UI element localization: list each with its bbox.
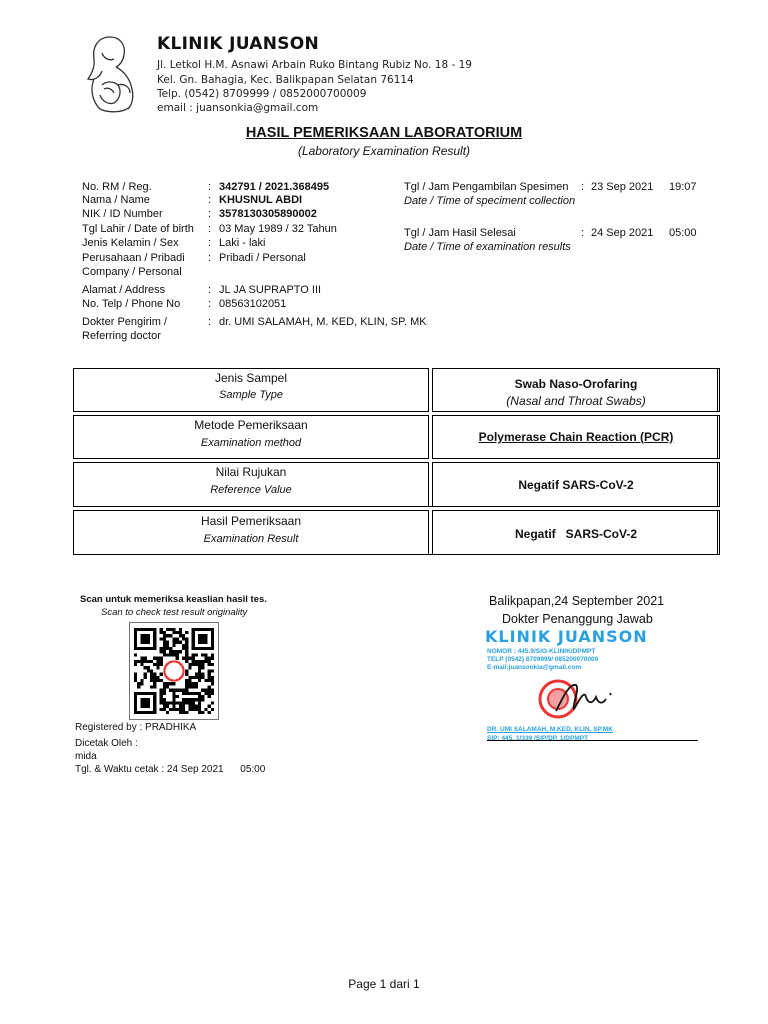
address-label: Alamat / Address <box>82 284 166 296</box>
signature-place-date: Balikpapan,24 September 2021 <box>489 594 665 608</box>
finish-time: 05:00 <box>669 227 697 239</box>
colon: : <box>208 208 212 220</box>
sex-label: Jenis Kelamin / Sex <box>82 237 179 249</box>
sample-type-value-en: (Nasal and Throat Swabs) <box>506 394 646 408</box>
exam-result-value: Negatif SARS-CoV-2 <box>514 527 637 541</box>
result-row-reference <box>73 462 718 507</box>
nik-value: 3578130305890002 <box>219 208 317 220</box>
colon: : <box>208 298 212 310</box>
sample-type-label: Jenis Sampel <box>214 371 288 385</box>
print-time: Tgl. & Waktu cetak : 24 Sep 2021 05:00 <box>75 764 266 775</box>
verification-qr-code[interactable] <box>129 622 219 720</box>
result-row-method <box>73 415 718 459</box>
collection-time-label: Tgl / Jam Pengambilan Spesimen <box>404 181 569 193</box>
method-label: Metode Pemeriksaan <box>194 418 308 432</box>
qr-code-icon <box>134 627 214 715</box>
colon: : <box>208 252 212 264</box>
reference-value: Negatif SARS-CoV-2 <box>518 478 634 492</box>
reference-label: Nilai Rujukan <box>215 465 287 479</box>
address-value: JL JA SUPRAPTO III <box>219 284 322 296</box>
doctor-signature-icon <box>536 675 636 725</box>
rm-value: 342791 / 2021.368495 <box>219 181 330 193</box>
stamp-doctor-license: SIP: 445. 1/339 /SIP/DP, 1/DPMPT <box>487 735 589 742</box>
doctor-value: dr. UMI SALAMAH, M. KED, KLIN, SP. MK <box>219 316 427 328</box>
method-value: Polymerase Chain Reaction (PCR) <box>478 430 674 444</box>
finish-date: 24 Sep 2021 <box>591 227 654 239</box>
stamp-doctor-name: DR. UMI SALAMAH, M.KED, KLIN, SP.MK <box>487 726 613 733</box>
phone-label: No. Telp / Phone No <box>82 298 181 310</box>
result-label-cell <box>74 416 429 458</box>
sample-type-value: Swab Naso-Orofaring <box>514 377 638 391</box>
phone-value: 08563102051 <box>219 298 287 310</box>
printed-by-label: Dicetak Oleh : <box>75 738 138 749</box>
clinic-name: KLINIK JUANSON <box>157 34 320 54</box>
registered-by: Registered by : PRADHIKA <box>75 722 197 733</box>
sample-type-label-en: Sample Type <box>219 389 283 401</box>
mother-child-logo-icon <box>80 33 142 115</box>
collection-time: 19:07 <box>669 181 697 193</box>
scan-instruction-en: Scan to check test result originality <box>101 607 248 618</box>
result-value-cell <box>432 462 720 507</box>
nik-label: NIK / ID Number <box>82 208 163 220</box>
colon: : <box>581 227 585 239</box>
name-label: Nama / Name <box>82 194 150 206</box>
method-label-en: Examination method <box>200 437 302 449</box>
result-value-cell <box>432 415 720 459</box>
result-label-cell <box>74 463 429 506</box>
stamp-line-3: E-mail:juansonkia@gmail.com <box>487 664 582 671</box>
clinic-email: email : juansonkia@gmail.com <box>157 102 319 114</box>
result-row-exam-result <box>73 510 718 555</box>
scan-instruction: Scan untuk memeriksa keaslian hasil tes. <box>80 594 267 605</box>
company-value: Pribadi / Personal <box>219 252 306 264</box>
result-value-cell <box>432 368 720 412</box>
colon: : <box>208 223 212 235</box>
clinic-phone: Telp. (0542) 8709999 / 0852000700009 <box>157 88 367 100</box>
finish-time-label-en: Date / Time of examination results <box>404 241 571 253</box>
rm-label: No. RM / Reg. <box>82 181 152 193</box>
sex-value: Laki - laki <box>219 237 266 249</box>
result-value-cell <box>432 510 720 555</box>
stamp-line-2: TELP (0542) 8709999/ 085200070009 <box>487 656 599 663</box>
stamp-line-1: NOMOR : 445.9/SIO-KLINIK/DPMPT <box>487 648 596 655</box>
name-value: KHUSNUL ABDI <box>219 194 303 206</box>
printed-by-value: mida <box>75 751 97 762</box>
page-number: Page 1 dari 1 <box>348 977 420 991</box>
colon: : <box>208 181 212 193</box>
document-title: HASIL PEMERIKSAAN LABORATORIUM <box>245 125 523 141</box>
collection-date: 23 Sep 2021 <box>591 181 654 193</box>
colon: : <box>208 316 212 328</box>
document-subtitle: (Laboratory Examination Result) <box>297 144 471 158</box>
signature-line <box>487 740 698 741</box>
colon: : <box>208 194 212 206</box>
clinic-address-line-2: Kel. Gn. Bahagia, Kec. Balikpapan Selatan 76114 <box>157 74 414 86</box>
dob-value: 03 May 1989 / 32 Tahun <box>219 223 337 235</box>
signature-role: Dokter Penanggung Jawab <box>502 612 653 626</box>
result-label-cell <box>74 369 429 411</box>
result-row-sample-type <box>73 368 718 412</box>
colon: : <box>208 284 212 296</box>
collection-time-label-en: Date / Time of speciment collection <box>404 195 576 207</box>
company-label: Perusahaan / Pribadi <box>82 252 185 264</box>
company-label-en: Company / Personal <box>82 266 182 278</box>
clinic-address-line-1: Jl. Letkol H.M. Asnawi Arbain Ruko Bintang Rubiz No. 18 - 19 <box>157 59 472 71</box>
doctor-label-en: Referring doctor <box>82 330 161 342</box>
dob-label: Tgl Lahir / Date of birth <box>82 223 194 235</box>
colon: : <box>581 181 585 193</box>
reference-label-en: Reference Value <box>210 484 292 496</box>
doctor-label: Dokter Pengirim / <box>82 316 167 328</box>
result-label-cell <box>74 511 429 554</box>
exam-result-label-en: Examination Result <box>203 533 299 545</box>
finish-time-label: Tgl / Jam Hasil Selesai <box>404 227 516 239</box>
exam-result-label: Hasil Pemeriksaan <box>200 514 302 528</box>
colon: : <box>208 237 212 249</box>
stamp-clinic-name: KLINIK JUANSON <box>485 627 648 646</box>
